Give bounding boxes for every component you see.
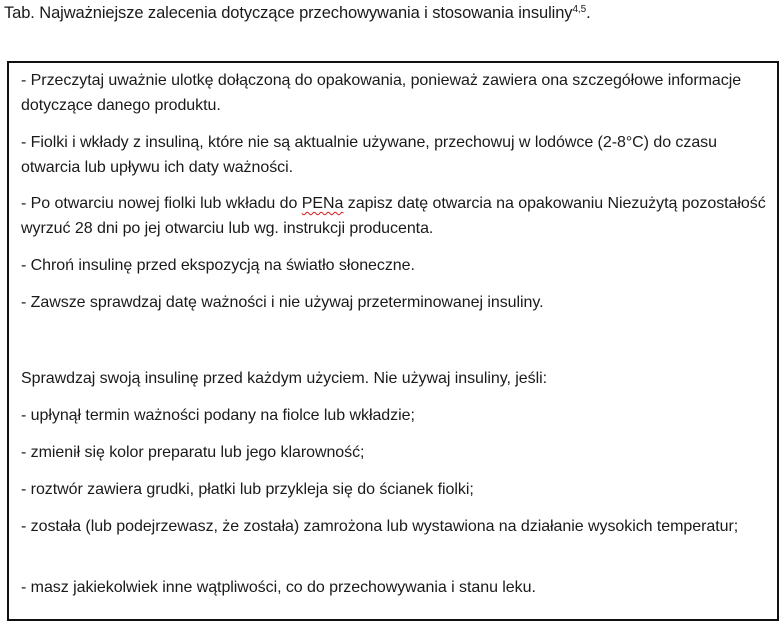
caption-trailing-period: . [586,4,591,22]
recommendations-box [7,61,779,621]
spellcheck-flagged-word: PENa [301,195,344,212]
check-item-clumps: - roztwór zawiera grudki, płatki lub przykleja się do ścianek fiolki; [21,481,474,498]
check-item-frozen-heated: - została (lub podejrzewasz, że została) zamrożona lub wystawiona na działanie wysokich temperatur; [21,518,739,535]
storage-item-after-opening-end: zapisz datę otwarcia na opakowaniu Niezużytą pozostałość wyrzuć 28 dni po jej otwarciu lub wg. instrukcji producenta. [21,195,766,237]
storage-item-after-opening-start: - Po otwarciu nowej fiolki lub wkładu do [21,195,302,212]
check-item-color-change: - zmienił się kolor preparatu lub jego klarowność; [21,444,365,461]
check-intro: Sprawdzaj swoją insulinę przed każdym użyciem. Nie używaj insuliny, jeśli: [21,370,547,387]
table-caption [4,3,591,23]
storage-item-sunlight: - Chroń insulinę przed ekspozycją na światło słoneczne. [21,257,415,274]
storage-item-refrigerate: - Fiolki i wkłady z insuliną, które nie są aktualnie używane, przechowuj w lodówce (2-8°C) do czasu otwarcia lub upływu ich daty ważności. [21,134,717,176]
caption-text: Tab. Najważniejsze zalecenia dotyczące przechowywania i stosowania insuliny [4,4,573,22]
storage-item-after-opening [21,192,767,241]
storage-item-read-leaflet: - Przeczytaj uważnie ulotkę dołączoną do opakowania, ponieważ zawiera ona szczegółowe informacje dotyczące danego produktu. [21,72,742,114]
check-item-expired: - upłynął termin ważności podany na fiolce lub wkładzie; [21,407,415,424]
caption-reference-superscript: 4,5 [572,4,587,15]
storage-item-expiry: - Zawsze sprawdzaj datę ważności i nie używaj przeterminowanej insuliny. [21,294,544,311]
check-item-other-doubts: - masz jakiekolwiek inne wątpliwości, co do przechowywania i stanu leku. [21,579,536,596]
